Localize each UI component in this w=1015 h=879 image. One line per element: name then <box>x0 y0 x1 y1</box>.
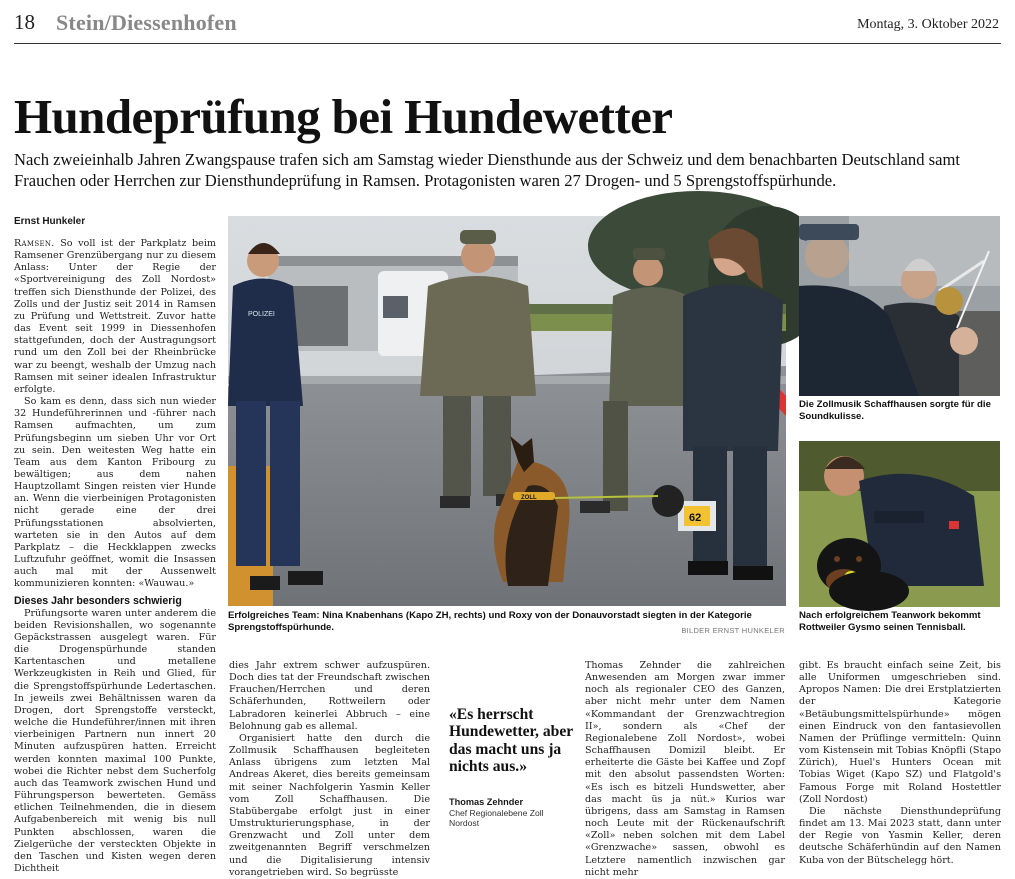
zollmusik-photo <box>799 216 1000 396</box>
paragraph: gibt. Es braucht einfach seine Zeit, bis alle Uniformen umgeschrieben sind. Apropos Namen: Die drei Erstplatzierten der Kategorie «Betäubungsmittelspürhunde» mögen einen Eindruck von den fantasievollen Namen der Prüflinge vermitteln: Quinn vom Kistensein mit Tobias Knöpfli (Stapo Zürich), Huel's Hunters Ocean mit Tobias Wiget (Kapo SZ) und Flatgold's Famous Forge mit Roland Hostettler (Zoll Nordost) <box>799 660 1001 805</box>
issue-date: Montag, 3. Oktober 2022 <box>857 17 999 32</box>
quote-author: Thomas Zehnder <box>449 797 524 807</box>
lead-paragraph: Nach zweieinhalb Jahren Zwangspause trafen sich am Samstag wieder Diensthunde aus der Schweiz und dem benachbarten Deutschland samt Frauchen oder Herrchen zur Diensthundeprüfung in Ramsen. Protagonisten waren 27 Drogen- und 5 Sprengstoffspürhunde. <box>14 150 960 190</box>
paragraph-text: So voll ist der Parkplatz beim Ramsener Grenzübergang nur zu diesem Anlass: Unter der Regie der «Sportvereinigung des Zoll Nordost» treffen sich Diensthunde der Polizei, des Zolls und der Justiz seit 2014 in Ramsen zu Prüfung und Wettstreit. Zuvor hatte das Event seit 1999 in Diessenhofen stattgefunden, doch der Austragungsort rund um den Zoll bei der Rheinbrücke war zu beengt, weshalb der Umzug nach Ramsen mit seiner idealen Infrastruktur erfolgte. <box>14 238 216 395</box>
text-column-4 <box>585 660 785 878</box>
dateline-location: Ramsen. <box>14 238 55 249</box>
paragraph: dies Jahr extrem schwer aufzuspüren. Doch dies tat der Freundschaft zwischen Frauchen/Herrchen und deren Schäferhunden, Rottweilern oder Labradoren keinerlei Abbruch – eine Belohnung gab es allemal. <box>229 660 430 732</box>
section-title: Stein/Diessenhofen <box>56 10 237 35</box>
text-column-5 <box>799 660 1001 866</box>
vest-label: POLIZEI <box>248 311 275 318</box>
photo-caption-main: Erfolgreiches Team: Nina Knabenhans (Kapo ZH, rechts) und Roxy von der Donauvorstadt siegten in der Kategorie Sprengstoffspürhunde. <box>228 610 752 633</box>
collar-label: ZOLL <box>521 495 537 501</box>
photo-caption-bottom: Nach erfolgreichem Teanwork bekommt Rottweiler Gysmo seinen Tennisball. <box>799 610 981 633</box>
bib-number: 62 <box>689 512 702 524</box>
paragraph: Die nächste Diensthundeprüfung findet am 13. Mai 2023 statt, dann unter der Regie von Yasmin Keller, deren deutsche Schäferhündin auf den Namen Kuba von der Bütschelegg hört. <box>799 805 1001 866</box>
page-number: 18 <box>14 10 35 34</box>
rottweiler-photo-image <box>799 441 1000 607</box>
rottweiler-photo <box>799 441 1000 607</box>
paragraph: Prüfungsorte waren unter anderem die beiden Revisionshallen, wo sogenannte Gepäckstrassen ausgelegt waren. Für die Drogenspürhunde standen Kartentaschen und metallene Werkzeugkisten in Reih und Glied, für die Sprengstoffspürhunde Ledertaschen. In jeweils zwei Behältnissen waren da Drogen, dort Sprengstoffe versteckt, welche die Hundeführer/innen mit ihren vierbeinigen Partnern nun innert 20 Minuten aufzuspüren hatten. Erreicht werden konnten maximal 100 Punkte, wobei die Richter nebst dem Sucherfolg auch das Teamwork zwischen Hund und Führungsperson bewerteten. Gemäss etlichen Teilnehmenden, die in diesem Aufgabenbereich mit wenig bis null Punkten abschlossen, waren die Zielgerüche der versteckten Objekte in den Taschen und Kisten wegen deren Dichtheit <box>14 607 216 874</box>
main-photo <box>228 216 786 606</box>
main-photo-image <box>228 216 786 606</box>
byline: Ernst Hunkeler <box>14 216 86 227</box>
pull-quote: «Es herrscht Hundewetter, aber das macht uns ja nichts aus.» <box>449 706 573 775</box>
text-column-1 <box>14 238 216 874</box>
paragraph: Thomas Zehnder die zahlreichen Anwesenden am Morgen zwar immer noch als regionaler CEO des Ganzen, aber nicht mehr unter dem Namen «Kommandant der Grenzwachtregion II», sondern als «Chef der Regionalebene Zoll Nordost», wobei Schaffhausen Domizil bleibt. Er erheiterte die Gäste bei Kaffee und Zopf mit den absolut passendsten Worten: «Es isch es bitzeli Hundswetter, aber das macht üs ja nüt.» Kurios war übrigens, dass am Samstag in Ramsen noch Leute mit der Rückenaufschrift «Zoll» neben solchen mit dem Label «Grenzwache» sassen, obwohl es Letztere namentlich inzwischen gar nicht mehr <box>585 660 785 878</box>
photo-caption-top: Die Zollmusik Schaffhausen sorgte für die Soundkulisse. <box>799 399 991 422</box>
subheading: Dieses Jahr besonders schwierig <box>14 594 182 607</box>
headline: Hundeprüfung bei Hundewetter <box>14 89 673 144</box>
zollmusik-photo-image <box>799 216 1000 396</box>
paragraph: So kam es denn, dass sich nun wieder 32 Hundeführerinnen und -führer nach Ramsen aufmachten, um zum Prüfungsbeginn um sieben Uhr vor Ort zu sein. Den weitesten Weg hatte ein Team aus dem Kanton Fribourg zu bewältigen; aus dem nahen Hauptzollamt Singen reisten vier Hunde an. Wenn die vierbeinigen Protagonisten nicht gerade eine der drei Prüfungsstationen absolvierten, warteten sie in den Autos auf dem Parkplatz – die Heckklappen zwecks Luftzufuhr geöffnet, womit die Insassen auch mal mit der Aussenwelt kommunizieren konnten: «Wauwau.» <box>14 396 216 590</box>
paragraph: Organisiert hatte den durch die Zollmusik Schaffhausen begleiteten Anlass übrigens zum letzten Mal Andreas Akeret, dies bereits gemeinsam mit seiner Nachfolgerin Yasmin Keller vom Zoll Schaffhausen. Die Stabübergabe erfolgt just in einer Umstrukturierungsphase, in der Grenzwacht und Zoll unter dem zweitgenannten Begriff verschmelzen und die Digitalisierung intensiv vorangetrieben wird. So begrüsste <box>229 732 430 878</box>
photo-credit: BILDER ERNST HUNKELER <box>681 626 785 635</box>
text-column-2 <box>229 660 430 878</box>
header-rule <box>14 43 1001 44</box>
paragraph <box>14 238 216 396</box>
quote-author-role: Chef Regionalebene Zoll Nordost <box>449 808 544 828</box>
